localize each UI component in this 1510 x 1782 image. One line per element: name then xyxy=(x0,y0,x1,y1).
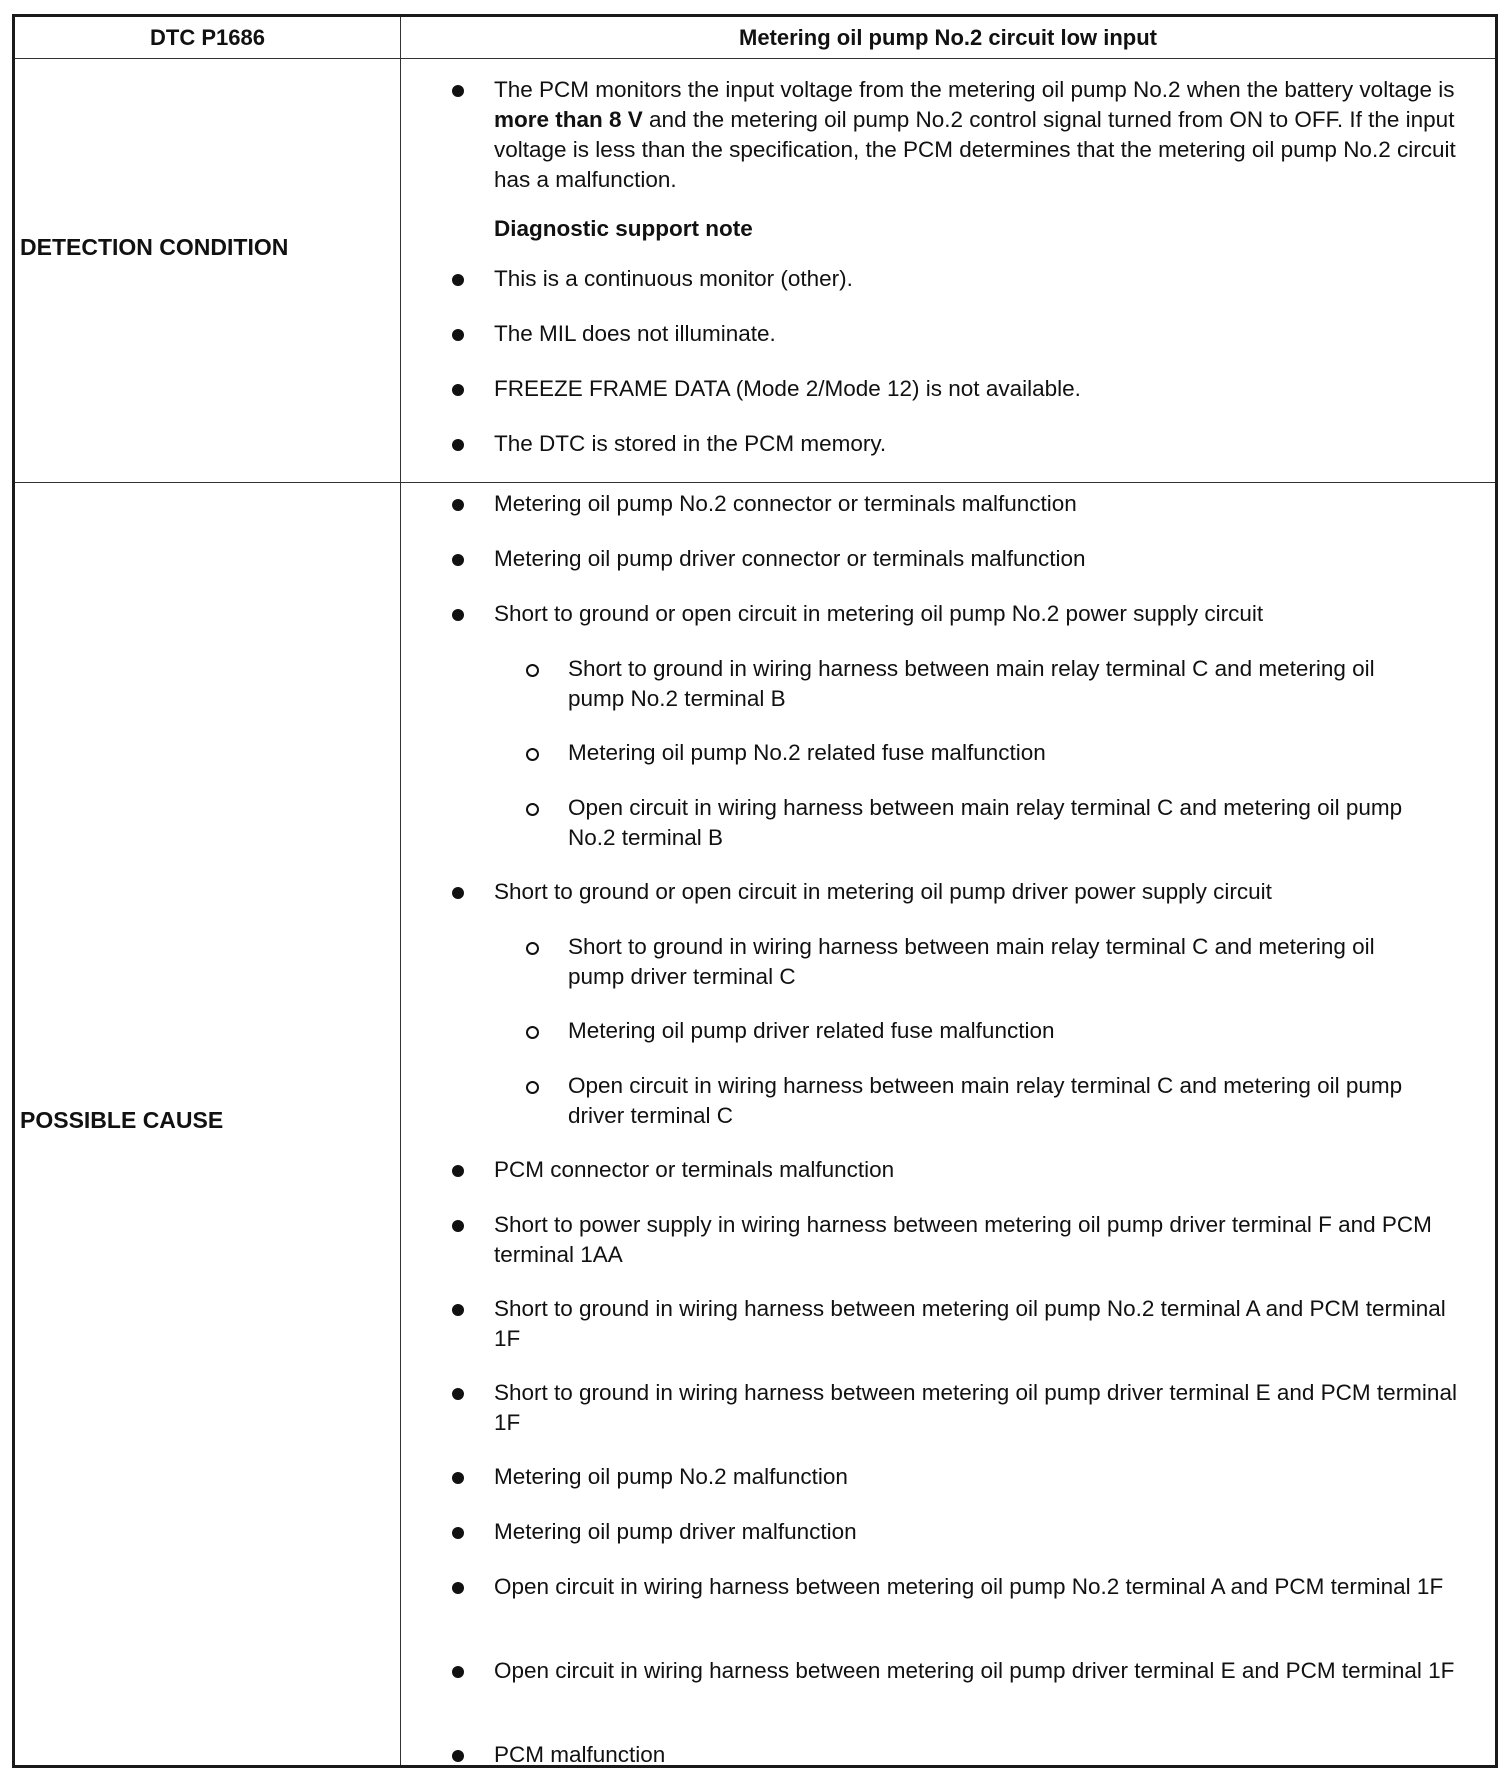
diagnostic-support-note-heading: Diagnostic support note xyxy=(494,216,753,241)
bullet-icon xyxy=(452,1582,464,1594)
bullet-icon xyxy=(452,1472,464,1484)
bullet-icon xyxy=(452,887,464,899)
bullet-icon xyxy=(452,1304,464,1316)
circle-bullet-icon xyxy=(526,748,539,761)
bullet-icon xyxy=(452,1666,464,1678)
possible-cause-label: POSSIBLE CAUSE xyxy=(20,1107,224,1133)
bullet-icon xyxy=(452,1527,464,1539)
bullet-icon xyxy=(452,1165,464,1177)
monitor-description: The PCM monitors the input voltage from the metering oil pump No.2 when the battery voltage is more than 8 V and the metering oil pump No.2 control signal turned from ON to OFF. If the input voltage is less than the specification, the PCM determines that the metering oil pump No.2 circuit has a malfunction. xyxy=(494,77,1456,192)
dtc-code: DTC P1686 xyxy=(150,25,265,50)
circle-bullet-icon xyxy=(526,664,539,677)
bullet-icon xyxy=(452,274,464,286)
detection-condition-row: DETECTION CONDITION The PCM monitors the input voltage from the metering oil pump No.2 when the battery voltage is more than 8 V and the metering oil pump No.2 control signal turned from ON to OFF. If the input voltage is less than the specification, the PCM determines that the metering oil pump No.2 circuit has a malfunction. Diagnostic support note This is a continuous monitor (other). The MIL does not illuminate. FREEZE FRAME DATA (Mode 2/Mode 12) is not available. The DTC is stored in the PCM memory. xyxy=(15,59,1495,483)
circle-bullet-icon xyxy=(526,1026,539,1039)
bullet-icon xyxy=(452,329,464,341)
bullet-icon xyxy=(452,1220,464,1232)
bullet-icon xyxy=(452,1388,464,1400)
dtc-table xyxy=(12,14,1498,1768)
bullet-icon xyxy=(452,554,464,566)
bullet-icon xyxy=(452,499,464,511)
bullet-icon xyxy=(452,439,464,451)
bullet-icon xyxy=(452,384,464,396)
dtc-title: Metering oil pump No.2 circuit low input xyxy=(739,25,1157,50)
circle-bullet-icon xyxy=(526,942,539,955)
circle-bullet-icon xyxy=(526,803,539,816)
detection-condition-label: DETECTION CONDITION xyxy=(20,234,289,260)
bullet-icon xyxy=(452,1750,464,1762)
bullet-icon xyxy=(452,609,464,621)
header-row xyxy=(15,17,1495,59)
bullet-icon xyxy=(452,85,464,97)
circle-bullet-icon xyxy=(526,1081,539,1094)
possible-cause-row: POSSIBLE CAUSE Metering oil pump No.2 connector or terminals malfunction Metering oil pump driver connector or terminals malfunction Short to ground or open circuit in metering oil pump No.2 power supply circuit Short to ground in wiring harness between main relay terminal C and metering oil pump No.2 terminal B Metering oil pump No.2 related fuse malfunction Open circuit in wiring harness between main relay terminal C and metering oil pump No.2 terminal B Short to ground or open circuit in metering oil pump driver power supply circuit Short to ground in wiring harness between main relay terminal C and metering oil pump driver terminal C Metering oil pump driver related fuse malfunction Open circuit in wiring harness between main relay terminal C and metering oil pump driver terminal C PCM connector or terminals malfunction Short to power supply in wiring harness between metering oil pump driver terminal F and PCM terminal 1AA Short to ground in wiring harness between metering oil pump No.2 terminal A and PCM terminal 1F Short to ground in wiring harness between metering oil pump driver terminal E and PCM terminal 1F Metering oil pump No.2 malfunction Metering oil pump driver malfunction Open circuit in wiring harness between metering oil pump No.2 terminal A and PCM terminal 1F Open circuit in wiring harness between metering oil pump driver terminal E and PCM terminal 1F PCM malfunction xyxy=(20,491,1457,1767)
